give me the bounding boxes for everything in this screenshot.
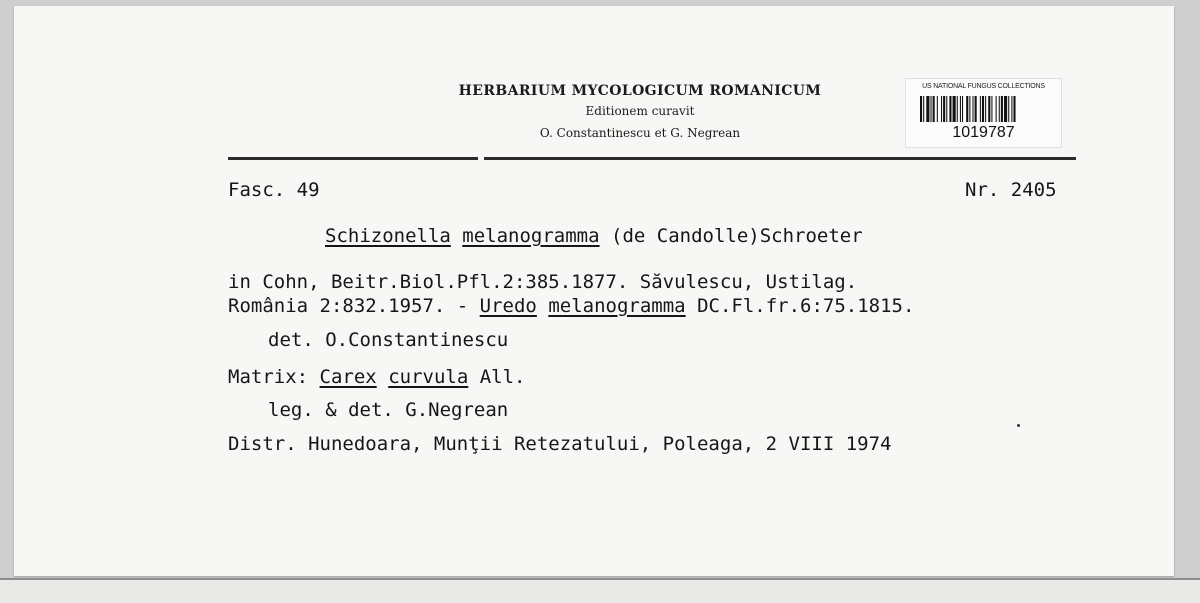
herbarium-subtitle: Editionem curavit <box>585 104 695 118</box>
determiner: det. O.Constantinescu <box>268 329 509 351</box>
barcode-caption: US NATIONAL FUNGUS COLLECTIONS <box>922 83 1045 90</box>
matrix-line <box>228 365 525 389</box>
sheet-bottom-edge <box>0 578 1200 603</box>
barcode-tag <box>905 78 1062 148</box>
citation-line-2 <box>228 294 914 318</box>
label-header <box>430 82 850 144</box>
specimen-number: Nr. 2405 <box>965 179 1057 201</box>
synonym-reference: DC.Fl.fr.6:75.1815. <box>697 295 915 317</box>
fascicle: Fasc. 49 <box>228 179 320 201</box>
synonym-epithet: melanogramma <box>548 295 686 317</box>
locality: Distr. Hunedoara, Munţii Retezatului, Poleaga, 2 VIII 1974 <box>228 433 892 455</box>
ink-speck <box>1017 424 1020 427</box>
herbarium-title: HERBARIUM MYCOLOGICUM ROMANICUM <box>458 83 822 99</box>
citation-prefix: România 2:832.1957. - <box>228 295 480 317</box>
header-rule-right <box>484 157 1076 160</box>
host-epithet: curvula <box>388 366 469 388</box>
synonym-genus: Uredo <box>479 295 537 317</box>
header-rule-left <box>228 157 478 160</box>
collector: leg. & det. G.Negrean <box>268 399 509 421</box>
host-authority: All. <box>479 366 526 388</box>
species-name <box>325 224 863 248</box>
species-genus: Schizonella <box>325 225 451 247</box>
species-authority: (de Candolle)Schroeter <box>611 225 863 247</box>
barcode-number: 1019787 <box>952 124 1015 141</box>
matrix-label: Matrix: <box>228 366 309 388</box>
species-epithet: melanogramma <box>462 225 600 247</box>
host-genus: Carex <box>319 366 377 388</box>
herbarium-editors: O. Constantinescu et G. Negrean <box>539 126 741 140</box>
barcode-icon <box>920 96 1047 122</box>
citation-line-1: in Cohn, Beitr.Biol.Pfl.2:385.1877. Săvulescu, Ustilag. <box>228 271 858 293</box>
